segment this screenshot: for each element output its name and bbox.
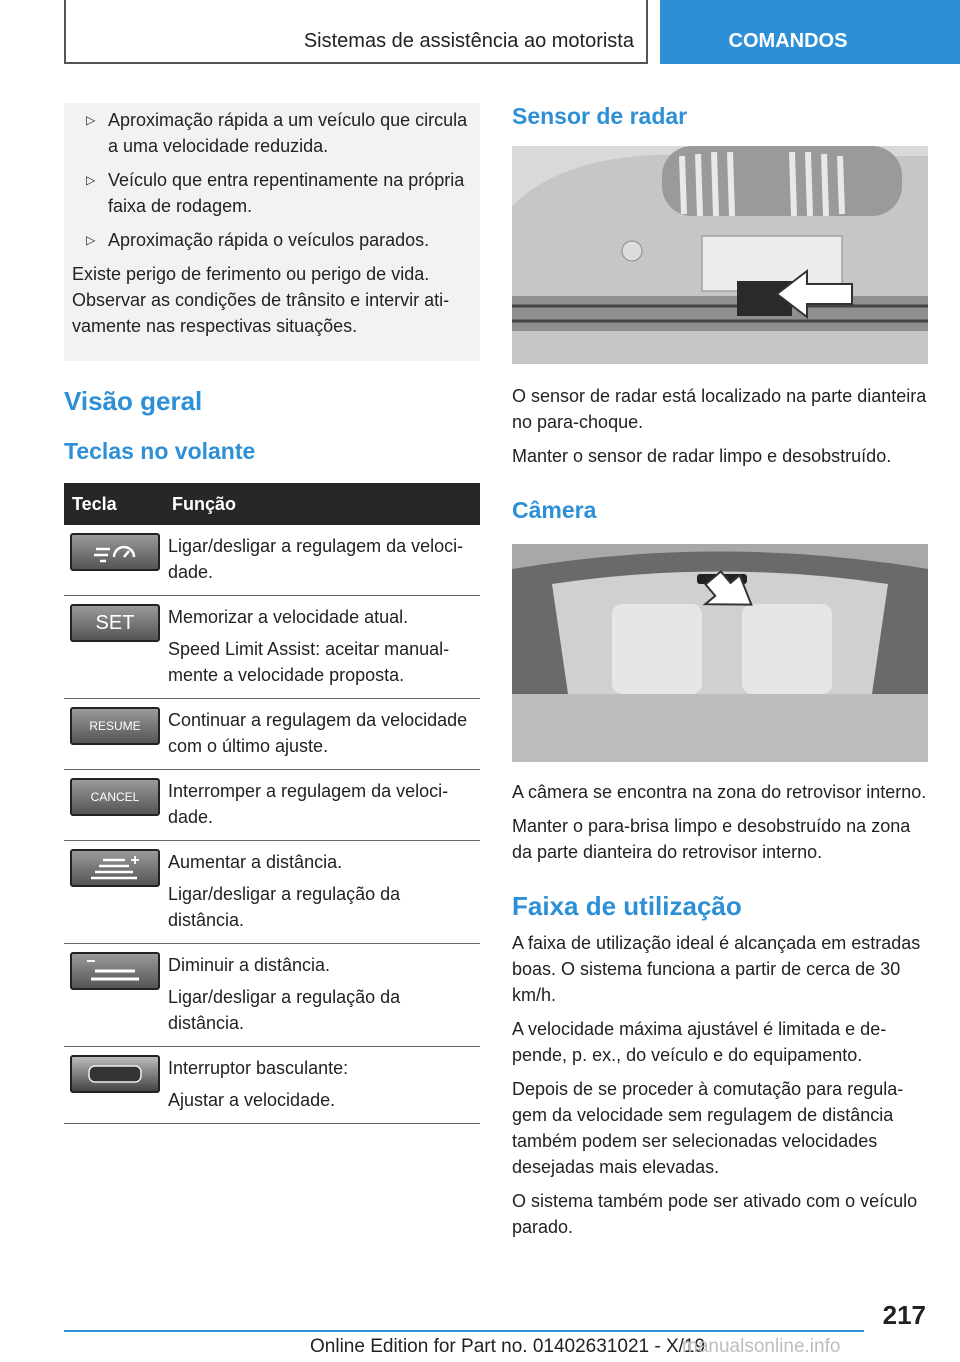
cancel-key-icon: CANCEL (70, 778, 160, 816)
function-text: Speed Limit Assist: aceitar manualmente a velocidade proposta. (168, 639, 450, 685)
heading-operating-range: Faixa de utilização (512, 891, 742, 921)
footer-divider (64, 1330, 864, 1332)
keys-table (64, 483, 480, 1124)
function-text: Memorizar a velocidade atual. (168, 607, 409, 627)
table-row (64, 596, 480, 699)
function-text: Ligar/desligar a regulação da distância. (168, 884, 401, 930)
table-row (64, 841, 480, 944)
range-paragraph: O sistema também pode ser ativado com o veículo parado. (512, 1191, 918, 1237)
camera-paragraph: A câmera se encontra na zona do retrovisor interno. (512, 782, 927, 802)
footer-edition: Online Edition for Part no. 01402631021 - X/19 (310, 1336, 706, 1357)
radar-sensor-photo (512, 146, 928, 364)
cruise-control-key-icon (70, 533, 160, 571)
header-section-box (64, 0, 648, 64)
function-text: Interromper a regulagem da velocidade. (168, 781, 449, 827)
range-paragraph: A faixa de utilização ideal é alcançada em estradas boas. O sistema funciona a partir de cerca de 30 km/h. (512, 933, 921, 1005)
triangle-bullet-icon: ▷ (86, 233, 96, 247)
distance-increase-key-icon (70, 849, 160, 887)
range-paragraph: Depois de se proceder à comutação para regulagem da velocidade sem regulagem de distância também podem ser selecionadas velocidades desejadas mais elevadas. (512, 1079, 904, 1177)
warning-text: Existe perigo de ferimento ou perigo de vida. Observar as condições de trânsito e intervir ativamente nas respectivas situações. (72, 264, 450, 336)
function-text: Interruptor basculante: (168, 1058, 349, 1078)
triangle-bullet-icon: ▷ (86, 173, 96, 187)
rocker-switch-key-icon (70, 1055, 160, 1093)
radar-paragraph: Manter o sensor de radar limpo e desobstruído. (512, 446, 892, 466)
warning-list (72, 107, 470, 253)
function-text: Diminuir a distância. (168, 955, 331, 975)
range-paragraph: A velocidade máxima ajustável é limitada e depende, p. ex., do veículo e do equipamento. (512, 1019, 887, 1065)
function-text: Ligar/desligar a regulação da distância. (168, 987, 401, 1033)
section-title: Sistemas de assistência ao motorista (303, 30, 634, 52)
page-number: 217 (882, 1300, 926, 1330)
table-header-row (64, 483, 480, 525)
resume-key-icon: RESUME (70, 707, 160, 745)
set-key-icon: SET (70, 604, 160, 642)
column-header-key: Tecla (64, 483, 164, 525)
column-header-function: Função (164, 483, 480, 525)
triangle-bullet-icon: ▷ (86, 113, 96, 127)
table-row (64, 1047, 480, 1124)
left-column (64, 103, 480, 1124)
warning-bullet: ▷ Aproximação rápida o veículos parados. (72, 227, 470, 253)
chapter-tab-label: COMANDOS (728, 30, 848, 52)
function-text: Continuar a regulagem da velocidade com o último ajuste. (168, 710, 468, 756)
warning-box (64, 103, 480, 361)
heading-overview: Visão geral (64, 386, 203, 416)
heading-radar-sensor: Sensor de radar (512, 103, 688, 129)
distance-decrease-key-icon (70, 952, 160, 990)
heading-steering-keys: Teclas no volante (64, 438, 256, 464)
right-column (512, 103, 928, 1248)
table-row (64, 944, 480, 1047)
function-text: Ligar/desligar a regulagem da velocidade. (168, 536, 464, 582)
camera-paragraph: Manter o para-brisa limpo e desobstruído na zona da parte dianteira do retrovisor interno. (512, 816, 911, 862)
footer-watermark[interactable]: manualsonline.info (682, 1336, 841, 1357)
function-text: Aumentar a distância. (168, 852, 343, 872)
function-text: Ajustar a velocidade. (168, 1090, 336, 1110)
warning-bullet: ▷ Aproximação rápida a um veículo que circula a uma velocidade reduzida. (72, 107, 470, 159)
camera-photo (512, 544, 928, 762)
table-row (64, 770, 480, 841)
chapter-tab[interactable] (660, 0, 960, 64)
radar-paragraph: O sensor de radar está localizado na parte dianteira no para-choque. (512, 386, 927, 432)
table-row (64, 699, 480, 770)
warning-bullet: ▷ Veículo que entra repentinamente na própria faixa de rodagem. (72, 167, 470, 219)
table-row (64, 525, 480, 596)
heading-camera: Câmera (512, 497, 597, 523)
